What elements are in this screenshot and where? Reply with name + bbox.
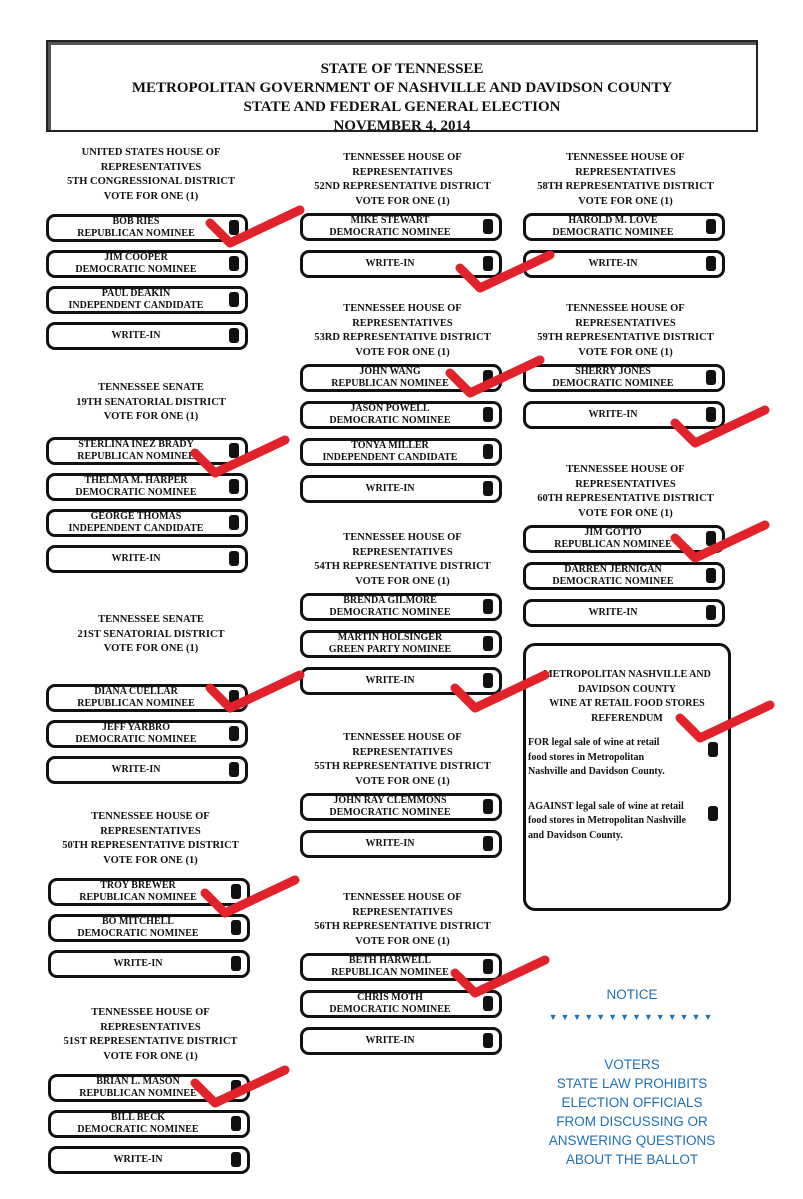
candidate-name: BRIAN L. MASON bbox=[96, 1076, 180, 1088]
candidate-party: DEMOCRATIC NOMINEE bbox=[75, 733, 197, 745]
candidate-name: STERLINA INEZ BRADY bbox=[78, 438, 194, 450]
candidate-party: REPUBLICAN NOMINEE bbox=[331, 378, 449, 390]
candidate-name: WRITE-IN bbox=[113, 958, 163, 970]
check-mark-icon bbox=[455, 250, 555, 295]
candidate-party: DEMOCRATIC NOMINEE bbox=[329, 607, 451, 619]
vote-oval-icon[interactable] bbox=[229, 551, 239, 566]
candidate-name: WRITE-IN bbox=[111, 330, 161, 342]
candidate-name: BETH HARWELL bbox=[348, 955, 432, 967]
candidate-name: JIM COOPER bbox=[104, 252, 168, 264]
candidate-name: DARREN JERNIGAN bbox=[564, 564, 662, 576]
write-in-option[interactable] bbox=[48, 1146, 250, 1174]
candidate-option[interactable] bbox=[46, 286, 248, 314]
vote-oval-icon[interactable] bbox=[708, 806, 718, 821]
candidate-name: MIKE STEWART bbox=[350, 215, 430, 227]
race-title: TENNESSEE SENATE 21ST SENATORIAL DISTRICT VOTE FOR ONE (1) bbox=[77, 614, 225, 655]
candidate-name: WRITE-IN bbox=[365, 1035, 415, 1047]
candidate-name: WRITE-IN bbox=[365, 258, 415, 270]
check-mark-icon bbox=[670, 405, 770, 450]
candidate-party: GREEN PARTY NOMINEE bbox=[328, 644, 452, 656]
candidate-party: DEMOCRATIC NOMINEE bbox=[77, 928, 199, 940]
race-title: TENNESSEE HOUSE OF REPRESENTATIVES 54TH REPRESENTATIVE DISTRICT VOTE FOR ONE (1) bbox=[314, 532, 491, 587]
race-title: TENNESSEE HOUSE OF REPRESENTATIVES 58TH REPRESENTATIVE DISTRICT VOTE FOR ONE (1) bbox=[537, 152, 714, 207]
vote-oval-icon[interactable] bbox=[231, 1152, 241, 1167]
check-mark-icon bbox=[190, 1065, 290, 1110]
vote-oval-icon[interactable] bbox=[229, 726, 239, 741]
race-block bbox=[46, 146, 302, 358]
vote-oval-icon[interactable] bbox=[483, 1033, 493, 1048]
check-mark-icon bbox=[445, 355, 545, 400]
candidate-party: DEMOCRATIC NOMINEE bbox=[329, 415, 451, 427]
vote-oval-icon[interactable] bbox=[483, 599, 493, 614]
vote-oval-icon[interactable] bbox=[483, 836, 493, 851]
check-mark-icon bbox=[675, 700, 775, 745]
vote-oval-icon[interactable] bbox=[229, 328, 239, 343]
candidate-option[interactable] bbox=[46, 720, 248, 748]
vote-oval-icon[interactable] bbox=[706, 219, 716, 234]
race-title: UNITED STATES HOUSE OF REPRESENTATIVES 5TH CONGRESSIONAL DISTRICT VOTE FOR ONE (1) bbox=[66, 147, 236, 202]
write-in-option[interactable] bbox=[46, 322, 248, 350]
candidate-option[interactable] bbox=[300, 630, 502, 658]
vote-oval-icon[interactable] bbox=[483, 407, 493, 422]
race-title: TENNESSEE HOUSE OF REPRESENTATIVES 55TH REPRESENTATIVE DISTRICT VOTE FOR ONE (1) bbox=[314, 732, 491, 787]
candidate-party: REPUBLICAN NOMINEE bbox=[79, 892, 197, 904]
referendum-box bbox=[523, 643, 731, 911]
race-title: TENNESSEE HOUSE OF REPRESENTATIVES 51ST REPRESENTATIVE DISTRICT VOTE FOR ONE (1) bbox=[63, 1007, 238, 1062]
candidate-option[interactable] bbox=[300, 793, 502, 821]
candidate-party: REPUBLICAN NOMINEE bbox=[79, 1088, 197, 1100]
candidate-option[interactable] bbox=[523, 562, 725, 590]
candidate-name: MARTIN HOLSINGER bbox=[337, 632, 443, 644]
candidate-name: WRITE-IN bbox=[111, 763, 161, 775]
ballot-header bbox=[46, 40, 758, 132]
vote-oval-icon[interactable] bbox=[229, 256, 239, 271]
check-mark-icon bbox=[670, 520, 770, 565]
candidate-party: REPUBLICAN NOMINEE bbox=[77, 450, 195, 462]
write-in-option[interactable] bbox=[46, 545, 248, 573]
candidate-name: JEFF YARBRO bbox=[101, 721, 171, 733]
candidate-name: JIM GOTTO bbox=[584, 527, 642, 539]
check-mark-icon bbox=[205, 205, 305, 250]
referendum-title: METROPOLITAN NASHVILLE AND DAVIDSON COUNTY WINE AT RETAIL FOOD STORES REFERENDUM bbox=[543, 669, 711, 724]
candidate-name: TROY BREWER bbox=[100, 880, 176, 892]
vote-oval-icon[interactable] bbox=[483, 636, 493, 651]
vote-oval-icon[interactable] bbox=[229, 292, 239, 307]
race-title: TENNESSEE HOUSE OF REPRESENTATIVES 52ND REPRESENTATIVE DISTRICT VOTE FOR ONE (1) bbox=[314, 152, 491, 207]
race-title: TENNESSEE HOUSE OF REPRESENTATIVES 56TH REPRESENTATIVE DISTRICT VOTE FOR ONE (1) bbox=[314, 892, 491, 947]
notice-panel bbox=[528, 985, 736, 1169]
candidate-option[interactable] bbox=[46, 250, 248, 278]
vote-oval-icon[interactable] bbox=[231, 1116, 241, 1131]
notice-triangles: ▼▼▼▼▼▼▼▼▼▼▼▼▼▼ bbox=[548, 1012, 716, 1022]
candidate-party: DEMOCRATIC NOMINEE bbox=[77, 1124, 199, 1136]
candidate-name: WRITE-IN bbox=[365, 483, 415, 495]
candidate-party: INDEPENDENT CANDIDATE bbox=[322, 452, 458, 464]
race-title: TENNESSEE HOUSE OF REPRESENTATIVES 53RD REPRESENTATIVE DISTRICT VOTE FOR ONE (1) bbox=[314, 303, 491, 358]
header-line-1: STATE OF TENNESSEE bbox=[320, 61, 484, 77]
candidate-name: WRITE-IN bbox=[588, 607, 638, 619]
candidate-name: BILL BECK bbox=[110, 1112, 166, 1124]
candidate-option[interactable] bbox=[300, 401, 502, 429]
candidate-name: DIANA CUELLAR bbox=[94, 685, 178, 697]
candidate-name: WRITE-IN bbox=[113, 1154, 163, 1166]
check-mark-icon bbox=[450, 670, 550, 715]
vote-oval-icon[interactable] bbox=[706, 605, 716, 620]
candidate-name: PAUL DEAKIN bbox=[101, 288, 171, 300]
candidate-option[interactable] bbox=[46, 509, 248, 537]
candidate-party: REPUBLICAN NOMINEE bbox=[554, 539, 672, 551]
write-in-option[interactable] bbox=[300, 1027, 502, 1055]
race-title: TENNESSEE HOUSE OF REPRESENTATIVES 59TH REPRESENTATIVE DISTRICT VOTE FOR ONE (1) bbox=[537, 303, 714, 358]
candidate-party: REPUBLICAN NOMINEE bbox=[77, 228, 195, 240]
race-block bbox=[523, 151, 779, 286]
candidate-name: BO MITCHELL bbox=[102, 916, 174, 928]
candidate-name: SHERRY JONES bbox=[575, 366, 651, 378]
notice-text: VOTERS STATE LAW PROHIBITS ELECTION OFFICIALS FROM DISCUSSING OR ANSWERING QUESTIONS ABOUT THE BALLOT bbox=[548, 1057, 716, 1167]
write-in-option[interactable] bbox=[48, 950, 250, 978]
candidate-party: DEMOCRATIC NOMINEE bbox=[329, 807, 451, 819]
write-in-option[interactable] bbox=[300, 475, 502, 503]
race-block bbox=[46, 381, 302, 581]
vote-oval-icon[interactable] bbox=[483, 444, 493, 459]
candidate-name: WRITE-IN bbox=[365, 675, 415, 687]
header-line-2: METROPOLITAN GOVERNMENT OF NASHVILLE AND DAVIDSON COUNTY bbox=[131, 80, 673, 96]
vote-oval-icon[interactable] bbox=[229, 762, 239, 777]
race-title: TENNESSEE HOUSE OF REPRESENTATIVES 50TH REPRESENTATIVE DISTRICT VOTE FOR ONE (1) bbox=[62, 811, 239, 866]
candidate-party: DEMOCRATIC NOMINEE bbox=[329, 1004, 451, 1016]
check-mark-icon bbox=[190, 435, 290, 480]
candidate-party: DEMOCRATIC NOMINEE bbox=[329, 227, 451, 239]
candidate-name: JASON POWELL bbox=[350, 403, 430, 415]
race-title: TENNESSEE HOUSE OF REPRESENTATIVES 60TH REPRESENTATIVE DISTRICT VOTE FOR ONE (1) bbox=[537, 464, 714, 519]
candidate-party: INDEPENDENT CANDIDATE bbox=[68, 300, 204, 312]
candidate-option[interactable] bbox=[300, 438, 502, 466]
vote-oval-icon[interactable] bbox=[231, 956, 241, 971]
vote-oval-icon[interactable] bbox=[483, 481, 493, 496]
candidate-option[interactable] bbox=[300, 213, 502, 241]
candidate-name: WRITE-IN bbox=[588, 409, 638, 421]
candidate-name: HAROLD M. LOVE bbox=[568, 215, 658, 227]
vote-oval-icon[interactable] bbox=[483, 799, 493, 814]
check-mark-icon bbox=[450, 955, 550, 1000]
candidate-name: TONYA MILLER bbox=[351, 440, 429, 452]
candidate-name: WRITE-IN bbox=[365, 838, 415, 850]
candidate-name: WRITE-IN bbox=[588, 258, 638, 270]
vote-oval-icon[interactable] bbox=[229, 479, 239, 494]
vote-oval-icon[interactable] bbox=[231, 920, 241, 935]
candidate-name: WRITE-IN bbox=[111, 552, 161, 564]
vote-oval-icon[interactable] bbox=[706, 256, 716, 271]
candidate-party: REPUBLICAN NOMINEE bbox=[77, 697, 195, 709]
vote-oval-icon[interactable] bbox=[706, 568, 716, 583]
candidate-name: THELMA M. HARPER bbox=[84, 474, 188, 486]
candidate-name: GEORGE THOMAS bbox=[90, 510, 182, 522]
candidate-name: BRENDA GILMORE bbox=[343, 595, 437, 607]
candidate-party: DEMOCRATIC NOMINEE bbox=[552, 227, 674, 239]
candidate-option[interactable] bbox=[523, 213, 725, 241]
header-line-3: STATE AND FEDERAL GENERAL ELECTION bbox=[243, 99, 561, 115]
check-mark-icon bbox=[205, 670, 305, 715]
candidate-party: DEMOCRATIC NOMINEE bbox=[552, 378, 674, 390]
write-in-option[interactable] bbox=[523, 599, 725, 627]
check-mark-icon bbox=[200, 875, 300, 920]
candidate-party: DEMOCRATIC NOMINEE bbox=[75, 264, 197, 276]
referendum-for-option[interactable]: FOR legal sale of wine at retail food stores in Metropolitan Nashville and Davidson County. bbox=[526, 736, 728, 780]
notice-title: NOTICE bbox=[606, 987, 658, 1002]
candidate-name: JOHN WANG bbox=[359, 366, 421, 378]
candidate-name: CHRIS MOTH bbox=[357, 992, 423, 1004]
write-in-option[interactable] bbox=[300, 830, 502, 858]
race-title: TENNESSEE SENATE 19TH SENATORIAL DISTRICT VOTE FOR ONE (1) bbox=[76, 382, 226, 423]
candidate-party: INDEPENDENT CANDIDATE bbox=[68, 522, 204, 534]
candidate-party: DEMOCRATIC NOMINEE bbox=[75, 486, 197, 498]
vote-oval-icon[interactable] bbox=[706, 370, 716, 385]
race-block bbox=[300, 731, 556, 866]
header-line-4: NOVEMBER 4, 2014 bbox=[333, 118, 471, 134]
race-block bbox=[300, 302, 556, 511]
referendum-against-option[interactable]: AGAINST legal sale of wine at retail food stores in Metropolitan Nashville and Davidson County. bbox=[526, 800, 728, 844]
candidate-party: DEMOCRATIC NOMINEE bbox=[552, 576, 674, 588]
vote-oval-icon[interactable] bbox=[483, 219, 493, 234]
candidate-option[interactable] bbox=[523, 364, 725, 392]
write-in-option[interactable] bbox=[46, 756, 248, 784]
candidate-name: BOB RIES bbox=[112, 216, 160, 228]
candidate-name: JOHN RAY CLEMMONS bbox=[333, 795, 447, 807]
candidate-option[interactable] bbox=[48, 1110, 250, 1138]
vote-oval-icon[interactable] bbox=[229, 515, 239, 530]
candidate-party: REPUBLICAN NOMINEE bbox=[331, 967, 449, 979]
candidate-option[interactable] bbox=[300, 593, 502, 621]
